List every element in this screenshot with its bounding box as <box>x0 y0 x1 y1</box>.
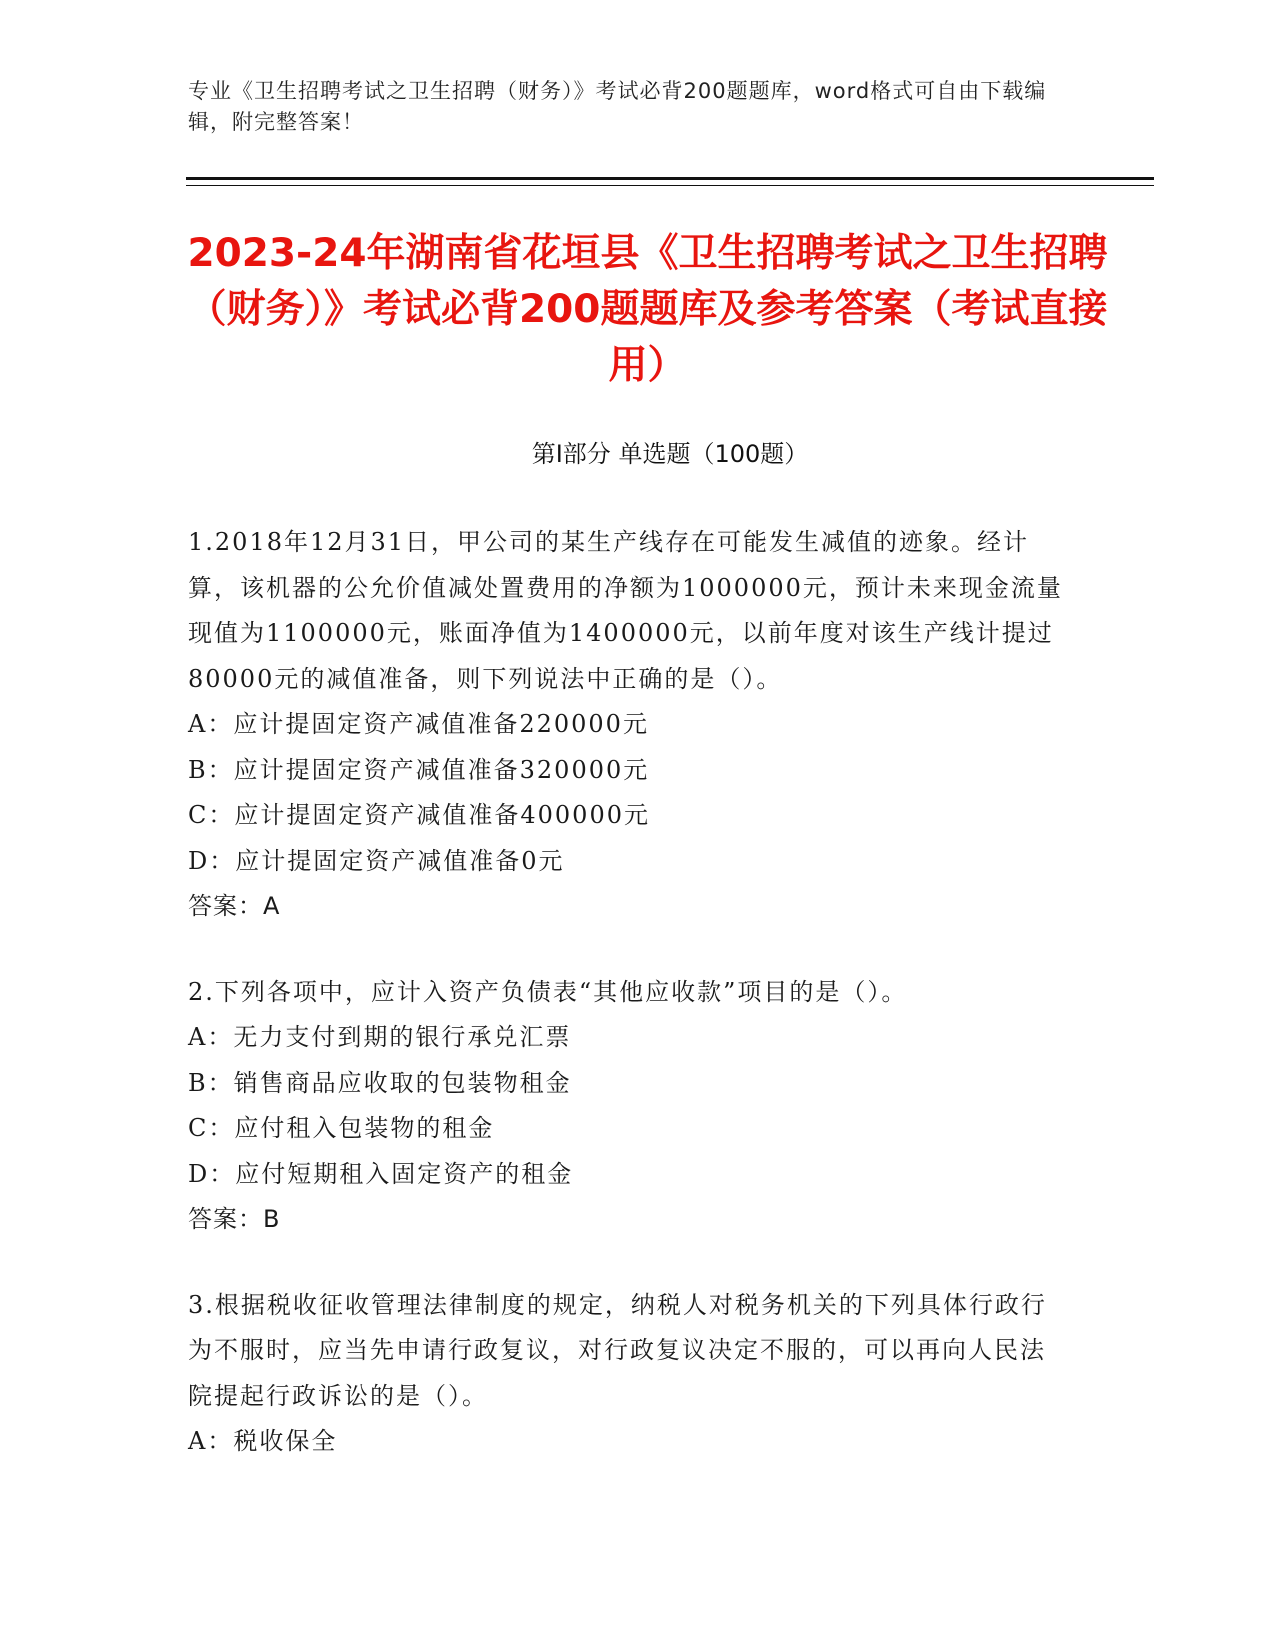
option-a: A：应计提固定资产减值准备220000元 <box>188 710 649 738</box>
question-stem: 3.根据税收征收管理法律制度的规定，纳税人对税务机关的下列具体行政行为不服时，应当先申请行政复议，对行政复议决定不服的，可以再向人民法院提起行政诉讼的是（）。 <box>188 1290 1047 1410</box>
header-note: 专业《卫生招聘考试之卫生招聘（财务）》考试必背200题题库，word格式可自由下载编辑，附完整答案！ <box>188 79 1047 134</box>
option-list <box>188 702 1068 884</box>
option-b: B：销售商品应收取的包装物租金 <box>188 1068 572 1097</box>
option-list <box>188 1015 1068 1197</box>
document-title: 2023-24年湖南省花垣县《卫生招聘考试之卫生招聘（财务）》考试必背200题题库及参考答案（考试直接用） <box>187 231 1108 388</box>
answer-label: 答案：A <box>188 892 281 920</box>
question-1 <box>188 520 1068 930</box>
option-b: B：应计提固定资产减值准备320000元 <box>188 755 650 784</box>
option-d: D：应付短期租入固定资产的租金 <box>188 1159 574 1188</box>
option-d: D：应计提固定资产减值准备0元 <box>188 846 565 875</box>
header-rule-thin <box>186 185 1154 186</box>
question-list <box>188 520 1068 1505</box>
option-a: A：税收保全 <box>188 1427 338 1455</box>
header-rule-thick <box>186 177 1154 180</box>
answer-label: 答案：B <box>188 1205 281 1233</box>
option-a: A：无力支付到期的银行承兑汇票 <box>188 1023 572 1051</box>
option-list <box>188 1419 1068 1465</box>
question-stem: 1.2018年12月31日，甲公司的某生产线存在可能发生减值的迹象。经计算，该机器的公允价值减处置费用的净额为1000000元，预计未来现金流量现值为1100000元，账面净值为1400000元，以前年度对该生产线计提过80000元的减值准备，则下列说法中正确的是（）。 <box>188 528 1063 693</box>
option-c: C：应计提固定资产减值准备400000元 <box>188 801 650 829</box>
question-2 <box>188 970 1068 1243</box>
section-heading: 第Ⅰ部分 单选题（100题） <box>531 440 809 468</box>
question-3 <box>188 1283 1068 1465</box>
option-c: C：应付租入包装物的租金 <box>188 1114 495 1142</box>
question-stem: 2.下列各项中，应计入资产负债表“其他应收款”项目的是（）。 <box>188 977 908 1006</box>
